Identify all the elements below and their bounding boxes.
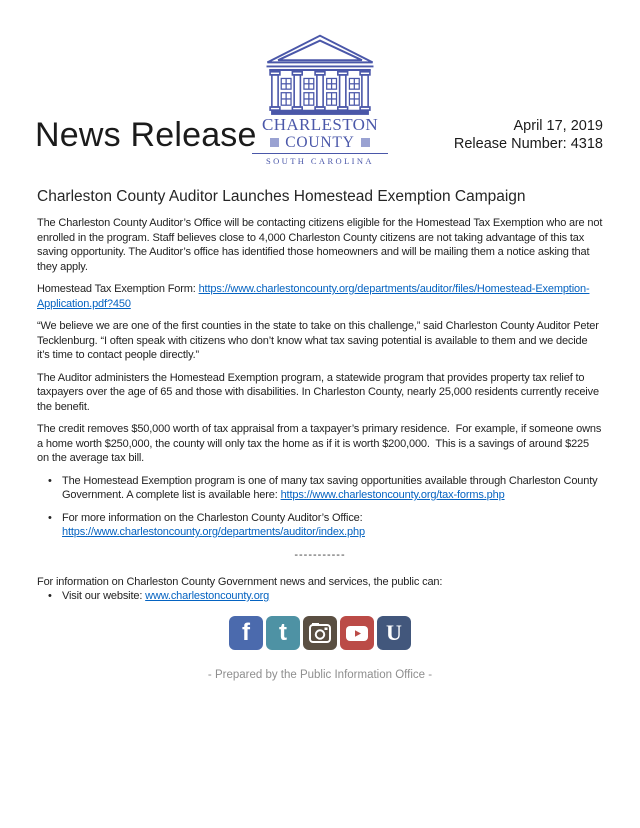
twitter-glyph: t — [279, 618, 287, 646]
paragraph-intro: The Charleston County Auditor’s Office will be contacting citizens eligible for the Homestead Tax Exemption who are not enrolled in the program. Staff believes close to 4,000 Charleston County citizens are not taking advantage of this tax saving opportunity. The Auditor’s office has identified those homeowners and will be mailing them a notice asking that they apply. — [37, 217, 606, 273]
info-bullet-list — [37, 474, 603, 540]
logo-south-carolina-text: SOUTH CAROLINA — [252, 153, 388, 166]
facebook-glyph: f — [242, 618, 250, 646]
bullet-tax-forms-text: The Homestead Exemption program is one of many tax saving opportunities available through Charleston County Government. A complete list is available here: — [62, 474, 598, 501]
auditor-index-link[interactable]: https://www.charlestoncounty.org/departments/auditor/index.php — [62, 526, 365, 538]
instagram-icon[interactable] — [303, 616, 337, 650]
logo-county-row — [252, 134, 388, 151]
uservoice-glyph: U — [386, 619, 402, 645]
courthouse-building-icon — [264, 33, 376, 115]
release-number: Release Number: 4318 — [453, 136, 603, 152]
logo-county-text: COUNTY — [285, 134, 355, 151]
article-headline: Charleston County Auditor Launches Homestead Exemption Campaign — [37, 188, 526, 205]
news-release-title: News Release — [35, 116, 257, 154]
footer-info-line: For information on Charleston County Government news and services, the public can: — [37, 575, 443, 588]
logo-charleston-text: CHARLESTON — [261, 115, 379, 134]
visit-website-label: Visit our website: — [62, 590, 146, 602]
bullet-auditor-info — [37, 511, 603, 540]
prepared-by-line: - Prepared by the Public Information Office - — [207, 668, 433, 681]
charleston-county-logo — [252, 33, 388, 166]
form-label: Homestead Tax Exemption Form: — [37, 283, 199, 295]
page-header — [0, 0, 640, 170]
youtube-icon[interactable] — [340, 616, 374, 650]
social-icon-row — [37, 616, 603, 650]
bullet-auditor-text: For more information on the Charleston County Auditor’s Office: — [62, 511, 363, 524]
paragraph-quote: “We believe we are one of the first counties in the state to take on this challenge,” said Charleston County Auditor Peter Tecklenburg. “I often speak with citizens who don’t know what tax saving potential is available to them and we decide it’s time to contact people directly.” — [37, 320, 602, 361]
instagram-camera-glyph — [308, 621, 332, 645]
paragraph-program: The Auditor administers the Homestead Exemption program, a statewide program that provides property tax relief to taxpayers over the age of 65 and those with disabilities. In Charleston County, nearly 25,000 residents currently receive the benefit. — [37, 371, 602, 413]
homestead-form-link[interactable]: https://www.charlestoncounty.org/departments/auditor/files/Homestead-Exemption-Application.pdf?450 — [37, 283, 590, 310]
paragraph-credit: The credit removes $50,000 worth of tax appraisal from a taxpayer’s primary residence. For example, if someone owns a home worth $250,000, the county will only tax the home as if it is worth $200,000. This is a savings of around $225 on the average tax bill. — [37, 423, 605, 464]
article-body — [0, 187, 640, 681]
tax-forms-link[interactable]: https://www.charlestoncounty.org/tax-forms.php — [280, 489, 505, 501]
county-website-link[interactable]: www.charlestoncounty.org — [145, 590, 270, 602]
bullet-tax-forms — [37, 474, 603, 503]
dash-divider: ----------- — [294, 548, 346, 561]
youtube-play-glyph — [344, 620, 370, 646]
logo-square-right — [361, 138, 370, 147]
logo-square-left — [270, 138, 279, 147]
facebook-icon[interactable] — [229, 616, 263, 650]
paragraph-form — [37, 282, 603, 311]
footer-bullet-list — [37, 589, 603, 604]
release-date: April 17, 2019 — [513, 118, 603, 134]
uservoice-icon[interactable] — [377, 616, 411, 650]
bullet-visit-website — [37, 589, 603, 604]
twitter-icon[interactable] — [266, 616, 300, 650]
date-block — [454, 117, 603, 153]
